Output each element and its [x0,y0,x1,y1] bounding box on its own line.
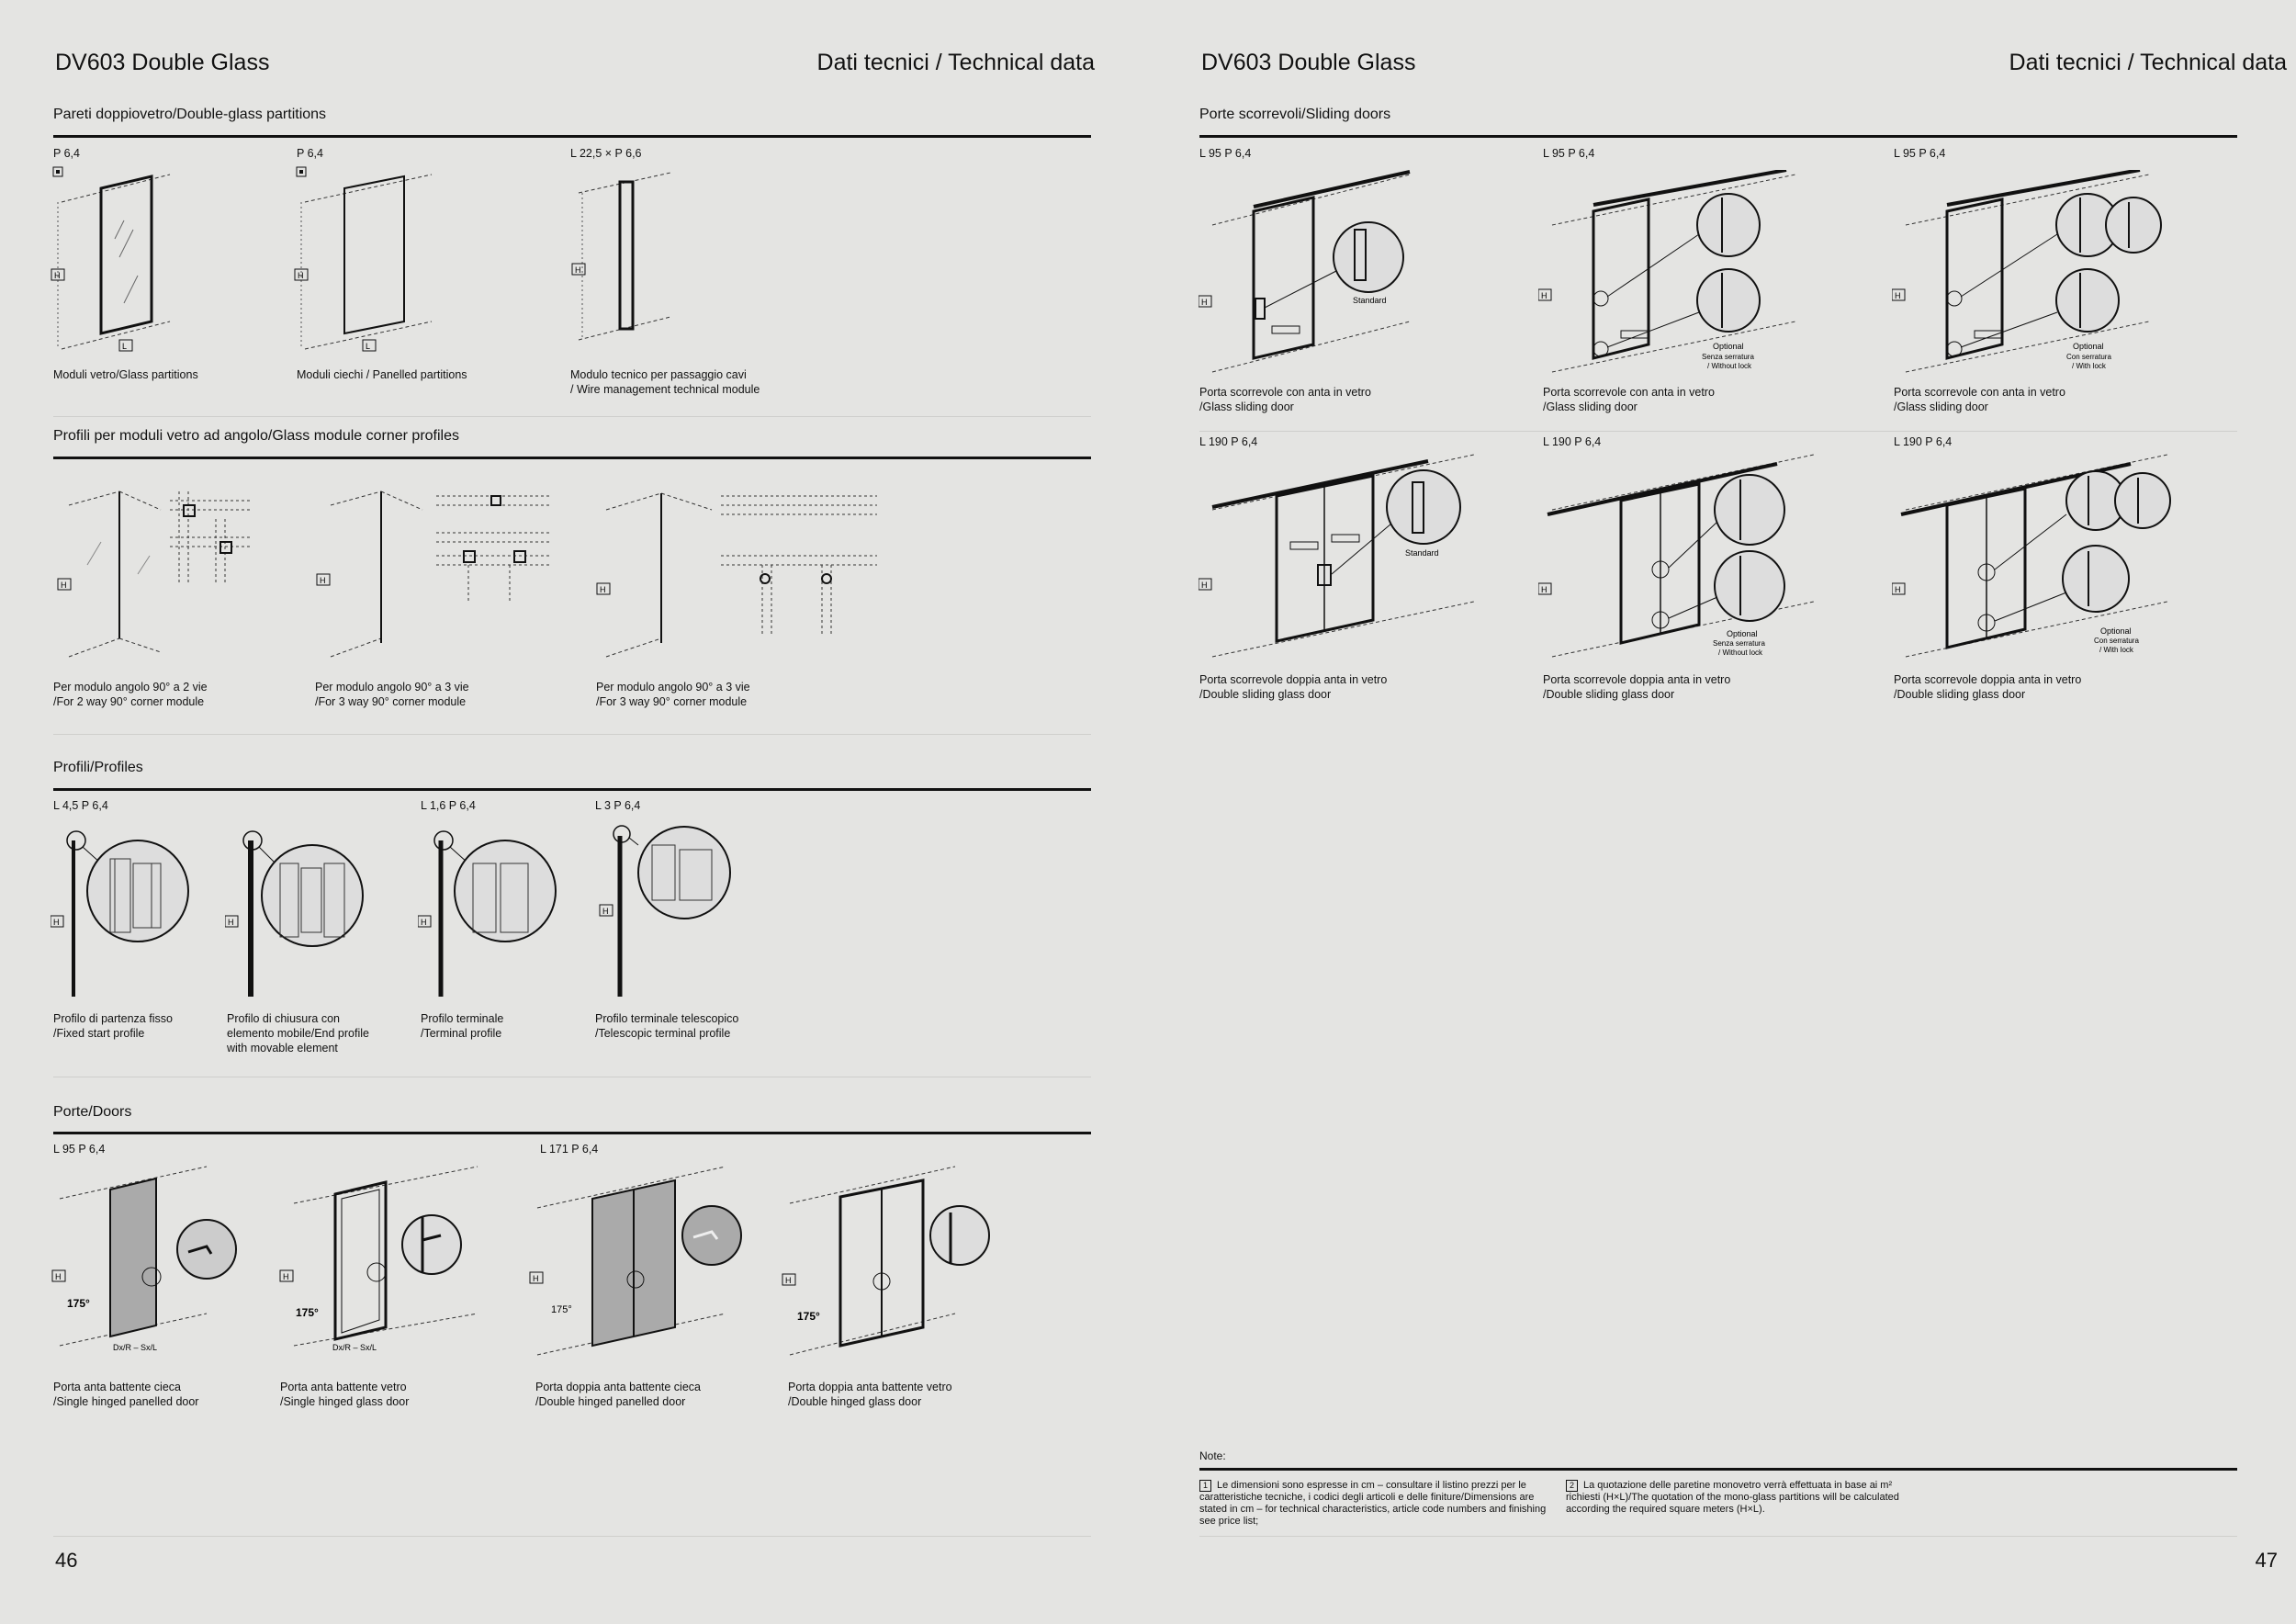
svg-text:H: H [61,581,67,590]
section-rule [1199,135,2237,138]
note-text: La quotazione delle paretine monovetro verrà effettuata in base ai m² richiesti (H×L)/The quotation of the mono-glass partitions will be calculated according the required square meters (H×L). [1566,1480,1899,1515]
caption: Profilo terminale telescopico /Telescopic terminal profile [595,1012,739,1040]
section-rule [53,1132,1091,1134]
section-heading-sliding: Porte scorrevoli/Sliding doors [1199,107,1391,122]
page-title: Dati tecnici / Technical data [816,50,1095,75]
divider [1199,431,2237,432]
svg-text:H: H [600,585,606,594]
note-number: 1 [1199,1480,1211,1492]
dimension-label: L 95 P 6,4 [1199,147,1252,160]
terminal-profile-drawing [418,822,565,1006]
note-text: Le dimensioni sono espresse in cm – consultare il listino prezzi per le caratteristiche tecniche, i codici degli articoli e delle finiture/Dimensions are stated in cm – for technical characteristics, article code numbers and finishing see price list; [1199,1480,1547,1527]
caption: Porta scorrevole doppia anta in vetro /Double sliding glass door [1199,673,1388,701]
telescopic-profile-drawing [592,818,739,1010]
right-page [1148,0,2296,1624]
svg-text:Optional: Optional [2100,626,2132,636]
svg-text:H: H [533,1274,539,1283]
single-panelled-door-drawing [51,1162,253,1359]
svg-text:H: H [283,1272,289,1281]
fixed-start-profile-drawing [51,822,197,1006]
dimension-label: L 190 P 6,4 [1199,435,1258,448]
svg-text:Senza serratura: Senza serratura [1713,639,1765,648]
caption: Porta anta battente cieca /Single hinged panelled door [53,1381,199,1408]
section-rule [53,457,1091,459]
svg-text:175°: 175° [296,1306,319,1319]
dimension-label: L 95 P 6,4 [1543,147,1595,160]
svg-text:H: H [228,918,234,927]
svg-text:H: H [1541,585,1548,594]
notes-label: Note: [1199,1449,1226,1462]
caption: Moduli ciechi / Panelled partitions [297,368,467,381]
dimension-label: L 95 P 6,4 [1894,147,1946,160]
dimension-label: L 95 P 6,4 [53,1143,106,1156]
caption: Profilo di chiusura con elemento mobile/End profile with movable element [227,1012,369,1054]
dimension-label: L 171 P 6,4 [540,1143,599,1156]
note-2 [1566,1480,1906,1516]
caption: Porta scorrevole con anta in vetro /Glass sliding door [1543,386,1715,413]
panelled-partition-drawing [294,165,459,358]
glass-sliding-door-option-a-drawing [1538,170,1814,381]
caption: Porta doppia anta battente cieca /Double hinged panelled door [535,1381,701,1408]
caption: Porta scorrevole doppia anta in vetro /Double sliding glass door [1894,673,2082,701]
caption: Porta scorrevole con anta in vetro /Glass sliding door [1894,386,2065,413]
svg-text:Dx/R – Sx/L: Dx/R – Sx/L [332,1343,377,1352]
svg-text:Standard: Standard [1405,548,1439,558]
svg-text:Dx/R – Sx/L: Dx/R – Sx/L [113,1343,158,1352]
svg-text:Optional: Optional [1727,629,1758,638]
corner-3way-drawing-b [592,482,895,666]
double-panelled-door-drawing [528,1162,767,1359]
svg-text:H: H [1201,581,1208,590]
svg-text:H: H [320,576,326,585]
divider [53,1536,1091,1537]
section-rule [1199,1468,2237,1471]
divider [53,416,1091,417]
svg-text:/ With lock: / With lock [2072,362,2106,370]
corner-2way-drawing [51,482,271,666]
brand-title: DV603 Double Glass [55,50,270,75]
dimension-label: L 22,5 × P 6,6 [570,147,642,160]
caption: Porta anta battente vetro /Single hinged glass door [280,1381,410,1408]
section-heading-doors: Porte/Doors [53,1104,132,1120]
caption: Porta scorrevole doppia anta in vetro /Double sliding glass door [1543,673,1731,701]
svg-text:H: H [602,907,609,916]
svg-text:H: H [1895,291,1901,300]
svg-text:H: H [53,918,60,927]
caption: Per modulo angolo 90° a 2 vie /For 2 way 90° corner module [53,681,208,708]
svg-text:175°: 175° [551,1304,572,1315]
svg-text:H: H [298,271,304,280]
svg-text:/ With lock: / With lock [2099,646,2133,654]
dimension-label: P 6,4 [53,147,80,160]
glass-partition-drawing [51,165,216,358]
page-number: 46 [55,1549,78,1572]
svg-text:175°: 175° [797,1310,820,1323]
page-number: 47 [2255,1549,2278,1572]
dimension-label: L 190 P 6,4 [1543,435,1602,448]
svg-text:H: H [785,1276,792,1285]
double-glass-door-drawing [781,1162,1010,1359]
svg-text:H: H [575,265,581,275]
svg-text:H: H [55,1272,62,1281]
caption: Modulo tecnico per passaggio cavi / Wire management technical module [570,368,760,396]
caption: Per modulo angolo 90° a 3 vie /For 3 way 90° corner module [596,681,750,708]
svg-text:Con serratura: Con serratura [2094,637,2139,645]
dimension-label: L 1,6 P 6,4 [421,799,476,812]
length-marker: L [122,342,128,351]
dimension-label: L 190 P 6,4 [1894,435,1953,448]
section-heading-partitions: Pareti doppiovetro/Double-glass partitions [53,107,327,122]
caption: Profilo di partenza fisso /Fixed start profile [53,1012,173,1040]
svg-text:Optional: Optional [1713,342,1744,351]
svg-text:H: H [1895,585,1901,594]
page-title: Dati tecnici / Technical data [2009,50,2287,75]
caption: Porta doppia anta battente vetro /Double hinged glass door [788,1381,952,1408]
double-sliding-door-drawing [1199,450,1520,661]
svg-text:Standard: Standard [1353,296,1387,305]
corner-3way-drawing-a [312,482,569,666]
section-heading-profiles: Profili/Profiles [53,760,143,775]
svg-text:H: H [1541,291,1548,300]
note-1 [1199,1480,1548,1528]
double-sliding-door-option-b-drawing [1892,450,2213,661]
caption: Per modulo angolo 90° a 3 vie /For 3 way 90° corner module [315,681,469,708]
svg-text:H: H [421,918,427,927]
dimension-label: P 6,4 [297,147,323,160]
dimension-label: L 3 P 6,4 [595,799,641,812]
end-profile-drawing [225,822,372,1006]
section-rule [53,788,1091,791]
divider [53,734,1091,735]
svg-text:Senza serratura: Senza serratura [1702,353,1754,361]
glass-sliding-door-option-b-drawing [1892,170,2167,381]
caption: Profilo terminale /Terminal profile [421,1012,504,1040]
svg-text:H: H [1201,298,1208,307]
technical-module-drawing [569,165,680,358]
section-heading-corners: Profili per moduli vetro ad angolo/Glass module corner profiles [53,428,459,444]
brand-title: DV603 Double Glass [1201,50,1416,75]
svg-text:Con serratura: Con serratura [2066,353,2111,361]
svg-text:/ Without lock: / Without lock [1707,362,1752,370]
divider [1199,1536,2237,1537]
svg-text:Optional: Optional [2073,342,2104,351]
svg-text:L: L [366,342,371,351]
single-glass-door-drawing [276,1162,505,1359]
section-rule [53,135,1091,138]
caption: Porta scorrevole con anta in vetro /Glass sliding door [1199,386,1371,413]
dimension-label: L 4,5 P 6,4 [53,799,108,812]
note-number: 2 [1566,1480,1578,1492]
svg-text:175°: 175° [67,1297,90,1310]
double-sliding-door-option-a-drawing [1538,450,1860,661]
svg-text:/ Without lock: / Without lock [1718,648,1763,657]
height-marker: H [54,271,61,280]
glass-sliding-door-drawing [1199,170,1437,381]
caption: Moduli vetro/Glass partitions [53,368,198,381]
